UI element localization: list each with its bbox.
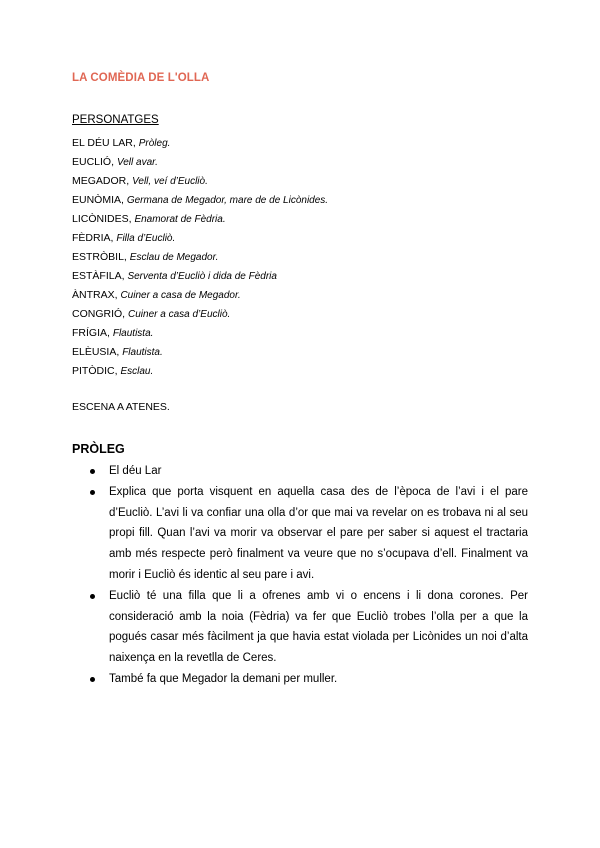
bullet-dot-icon (90, 469, 95, 474)
bullet-dot-icon (90, 677, 95, 682)
cast-description: Filla d’Eucliò. (116, 233, 176, 244)
bullet-item (72, 482, 528, 586)
cast-item (72, 229, 328, 248)
cast-item (72, 191, 328, 210)
cast-description: Vell avar. (116, 157, 158, 168)
cast-name: LICÒNIDES, (72, 213, 132, 225)
cast-item (72, 172, 328, 191)
cast-item (72, 134, 328, 153)
cast-name: ÀNTRAX, (72, 289, 118, 301)
cast-name: FÈDRIA, (72, 232, 114, 244)
bullet-text: El déu Lar (109, 465, 162, 477)
cast-item (72, 248, 328, 267)
bullet-item (72, 461, 528, 482)
cast-name: MEGADOR, (72, 175, 130, 187)
bullet-text: Eucliò té una filla que li a ofrenes amb vi o encens i li dona corones. Per consideració amb la noia (Fèdria) va fer que Eucliò trobes l’olla per a que la pogués casar més fàcilment ja que havia estat violada per Licònides un noi d’alta naixença en la revetlla de Ceres. (109, 589, 528, 665)
cast-description: Vell, veí d’Eucliò. (132, 176, 208, 187)
cast-item (72, 343, 328, 362)
bullet-dot-icon (90, 594, 95, 599)
cast-name: CONGRIÓ, (72, 308, 126, 320)
cast-item (72, 286, 328, 305)
bullet-text: També fa que Megador la demani per muller. (109, 672, 338, 685)
cast-list (72, 134, 328, 381)
cast-name: EUNÒMIA, (72, 194, 124, 206)
document-title: LA COMÈDIA DE L'OLLA (72, 72, 210, 84)
cast-item (72, 210, 328, 229)
cast-description: Esclau de Megador. (129, 252, 219, 263)
cast-name: PITÒDIC, (72, 365, 118, 377)
cast-name: ESTRÒBIL, (72, 251, 127, 263)
prologue-bullet-list (72, 461, 528, 690)
cast-description: Cuiner a casa d’Eucliò. (128, 309, 231, 320)
cast-description: Cuiner a casa de Megador. (120, 290, 241, 301)
cast-item (72, 305, 328, 324)
cast-description: Serventa d’Eucliò i dida de Fèdria (127, 271, 277, 282)
cast-heading: PERSONATGES (72, 114, 159, 126)
cast-item (72, 153, 328, 172)
bullet-item (72, 669, 528, 690)
cast-description: Germana de Megador, mare de de Licònides. (126, 195, 329, 206)
bullet-item (72, 586, 528, 669)
setting-line: ESCENA A ATENES. (72, 401, 170, 413)
cast-name: ESTÀFILA, (72, 270, 125, 282)
cast-description: Pròleg. (138, 138, 171, 149)
bullet-dot-icon (90, 490, 95, 495)
cast-name: FRÍGIA, (72, 327, 110, 339)
cast-description: Esclau. (120, 366, 154, 377)
cast-item (72, 267, 328, 286)
cast-name: EL DÉU LAR, (72, 137, 136, 149)
cast-name: ELÈUSIA, (72, 346, 120, 358)
section-heading: PRÒLEG (72, 442, 125, 456)
cast-description: Enamorat de Fèdria. (134, 214, 226, 225)
cast-description: Flautista. (122, 347, 163, 358)
cast-name: EUCLIÓ, (72, 156, 115, 168)
cast-item (72, 362, 328, 381)
cast-item (72, 324, 328, 343)
cast-description: Flautista. (112, 328, 154, 339)
bullet-text: Explica que porta visquent en aquella casa des de l’època de l’avi i el pare d’Eucliò. L’avi li va confiar una olla d’or que mai va revelar on es trobava ni al seu propi fill. Quan l’avi va morir va observar el pare per saber si aquest el tractaria amb més respecte però finalment va veure que no s’ocupava d’ell. Finalment va morir i Eucliò és identic al seu pare i avi. (109, 485, 528, 581)
